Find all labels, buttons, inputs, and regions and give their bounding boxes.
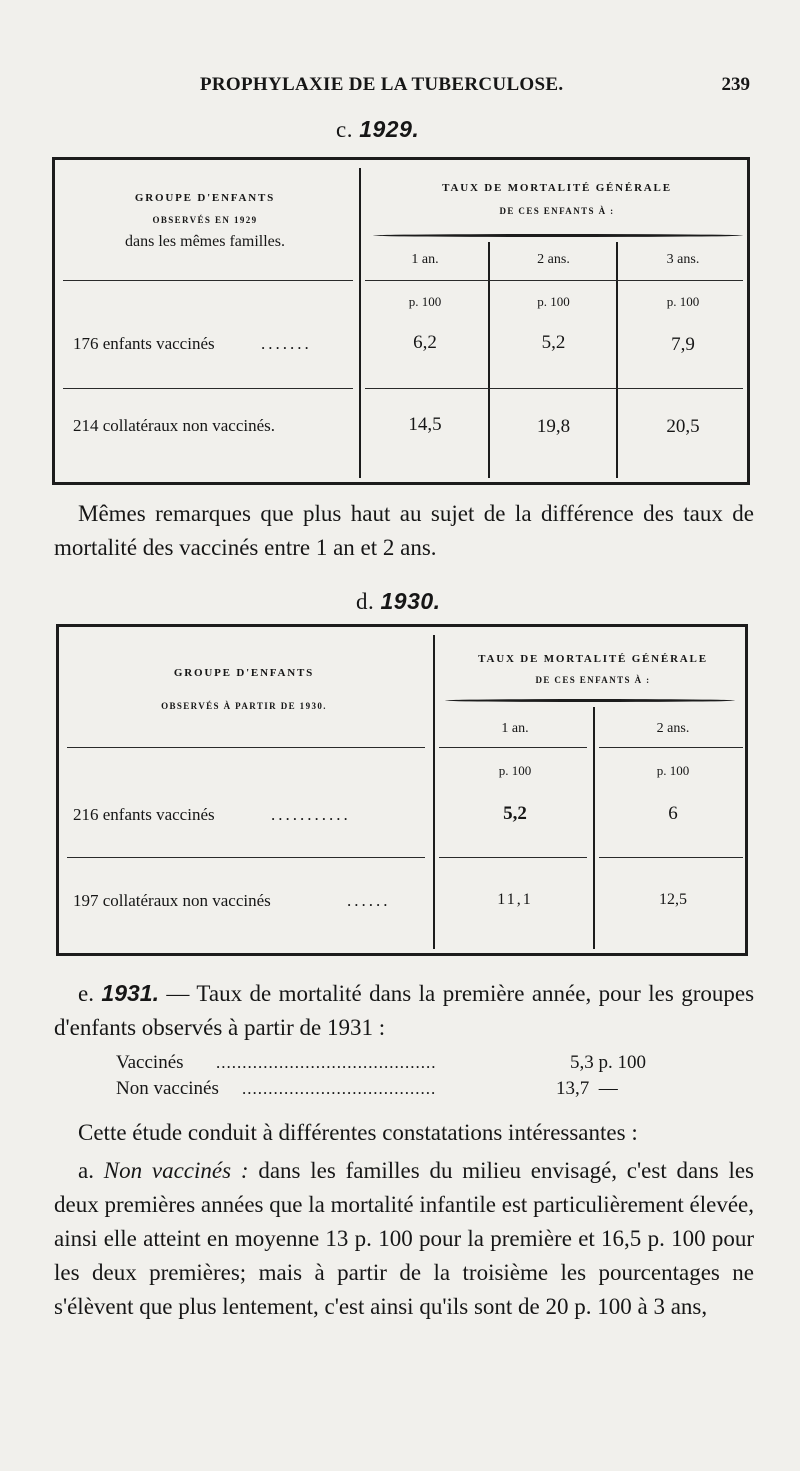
conclusion-lead: Cette étude conduit à différentes constatations intéressantes : <box>78 1120 638 1145</box>
list-item-value: 13,7 — <box>556 1078 618 1099</box>
row-group-label: 176 enfants vaccinés <box>73 334 215 353</box>
group-header-subtitle: OBSERVÉS À PARTIR DE 1930. <box>161 701 327 711</box>
point-a-title: Non vaccinés : <box>103 1158 249 1183</box>
section-d-heading <box>356 588 441 615</box>
age-col-1: 1 an. <box>411 252 439 267</box>
book-page: PROPHYLAXIE DE LA TUBERCULOSE. 239 c. 1929. GROUPE D'ENFANTS OBSERVÉS EN 1929 dans les mêmes familles. TAUX DE MORTALITÉ GÉNÉRALE DE CES ENFANTS À : 1 an. 2 ans. 3 ans. p. 100 p. 100 p. 100 176 enfants vaccinés ....... 6,2 5,2 7,9 214 collatéraux non vaccinés. 14,5 19,8 20,5 Mêmes remarques que plus haut au sujet de la différence des taux de mortalité des vaccinés entre 1 an et 2 ans. d. 1930. GROUPE D'ENFANTS OBSERVÉS À PARTIR DE 1930. TAUX DE MORTALITÉ GÉNÉRALE DE CES ENFANTS À : 1 an. 2 ans. p. 100 p. 100 216 enfants vaccinés ........... 5,2 6 197 collatéraux non vaccinés ...... 11,1 12,5 e. 1931. — Taux de mortalité dans la première année, pour les groupes d'enfants observés à partir de 1931 : Vaccinés .......................................... 5,3 p. 100 Non vaccinés ..................................... 13,7 — Cette étude conduit à différentes constatations intéressantes : a. Non vaccinés : dans les familles du milieu envisagé, c'est dans les deux premières années que la mortalité infantile est particulièrement élevée, ainsi elle atteint en moyenne 13 p. 100 pour la première et 16,5 p. 100 pour les deux premières; mais à partir de la troisième les pourcentages ne s'élèvent que plus lentement, c'est ainsi qu'ils sont de 20 p. 100 à 3 ans, <box>0 0 800 1471</box>
section-e-letter: e. <box>78 981 94 1006</box>
running-title: PROPHYLAXIE DE LA TUBERCULOSE. <box>200 74 564 95</box>
rate-value: 5,2 <box>503 803 527 824</box>
rate-value: 6 <box>668 803 678 824</box>
section-e-paragraph <box>54 976 754 1045</box>
section-e-intro: — Taux de mortalité dans la première année, pour les groupes d'enfants observés à partir de 1931 : <box>54 981 755 1040</box>
page-number: 239 <box>721 74 750 95</box>
point-a-paragraph <box>54 1154 754 1324</box>
rate-header-subtitle: DE CES ENFANTS À : <box>499 206 615 216</box>
point-a-label: a. <box>78 1158 94 1183</box>
row-group-label: 214 collatéraux non vaccinés. <box>73 416 276 435</box>
rate-header-title: TAUX DE MORTALITÉ GÉNÉRALE <box>442 182 672 194</box>
unit-label: p. 100 <box>656 763 690 778</box>
section-e-year: 1931. <box>101 980 159 1006</box>
rate-value: 6,2 <box>413 332 437 353</box>
table-1929: GROUPE D'ENFANTS OBSERVÉS EN 1929 dans les mêmes familles. TAUX DE MORTALITÉ GÉNÉRALE DE CES ENFANTS À : 1 an. 2 ans. 3 ans. p. 100 p. 100 p. 100 176 enfants vaccinés ....... 6,2 5,2 7,9 214 collatéraux non vaccinés. 14,5 19,8 20,5 <box>52 157 750 485</box>
unit-label: p. 100 <box>666 294 700 309</box>
list-item-label: Non vaccinés <box>116 1078 219 1099</box>
age-col-3: 3 ans. <box>666 252 700 267</box>
unit-label: p. 100 <box>537 294 570 309</box>
section-c-year: 1929. <box>359 116 420 142</box>
rate-value: 12,5 <box>659 891 687 908</box>
rate-value: 20,5 <box>666 416 700 437</box>
rate-value: 7,9 <box>671 334 695 355</box>
list-item-label: Vaccinés <box>116 1052 184 1073</box>
group-header-subtitle: OBSERVÉS EN 1929 <box>152 215 258 225</box>
list-item-value: 5,3 p. 100 <box>570 1052 646 1073</box>
table-1930: GROUPE D'ENFANTS OBSERVÉS À PARTIR DE 1930. TAUX DE MORTALITÉ GÉNÉRALE DE CES ENFANTS À : 1 an. 2 ans. p. 100 p. 100 216 enfants vaccinés ........... 5,2 6 197 collatéraux non vaccinés ...... 11,1 12,5 <box>56 624 748 956</box>
age-col-1: 1 an. <box>501 721 529 736</box>
group-header-title: GROUPE D'ENFANTS <box>134 192 276 204</box>
group-header-title: GROUPE D'ENFANTS <box>173 667 315 679</box>
section-d-year: 1930. <box>380 588 441 614</box>
row-group-label: 197 collatéraux non vaccinés <box>73 891 271 910</box>
rate-value: 14,5 <box>408 414 442 435</box>
age-col-2: 2 ans. <box>656 721 690 736</box>
rate-header-title: TAUX DE MORTALITÉ GÉNÉRALE <box>478 653 708 665</box>
rate-header-subtitle: DE CES ENFANTS À : <box>535 675 651 685</box>
section-c-heading <box>336 116 419 143</box>
unit-label: p. 100 <box>408 294 442 309</box>
group-header-note: dans les mêmes familles. <box>125 233 285 250</box>
age-col-2: 2 ans. <box>537 252 570 267</box>
section-d-letter: d. <box>356 589 375 614</box>
rate-value: 19,8 <box>536 416 571 437</box>
point-a-text: dans les familles du milieu envisagé, c'est dans les deux premières années que la mortalité infantile est particulièrement élevée, ainsi elle atteint en moyenne 13 p. 100 pour la première et 16,5 p. 100 pour les deux premières; mais à partir de la troisième les pourcentages ne s'élèvent que plus lentement, c'est ainsi qu'ils sont de 20 p. 100 à 3 ans, <box>54 1158 754 1319</box>
running-head <box>200 74 760 102</box>
remark-paragraph: Mêmes remarques que plus haut au sujet de la différence des taux de mortalité des vaccinés entre 1 an et 2 ans. <box>54 501 754 560</box>
unit-label: p. 100 <box>498 763 532 778</box>
rate-value: 11,1 <box>497 891 533 908</box>
rate-value: 5,2 <box>541 332 566 353</box>
row-group-label: 216 enfants vaccinés <box>73 805 215 824</box>
section-c-letter: c. <box>336 117 353 142</box>
